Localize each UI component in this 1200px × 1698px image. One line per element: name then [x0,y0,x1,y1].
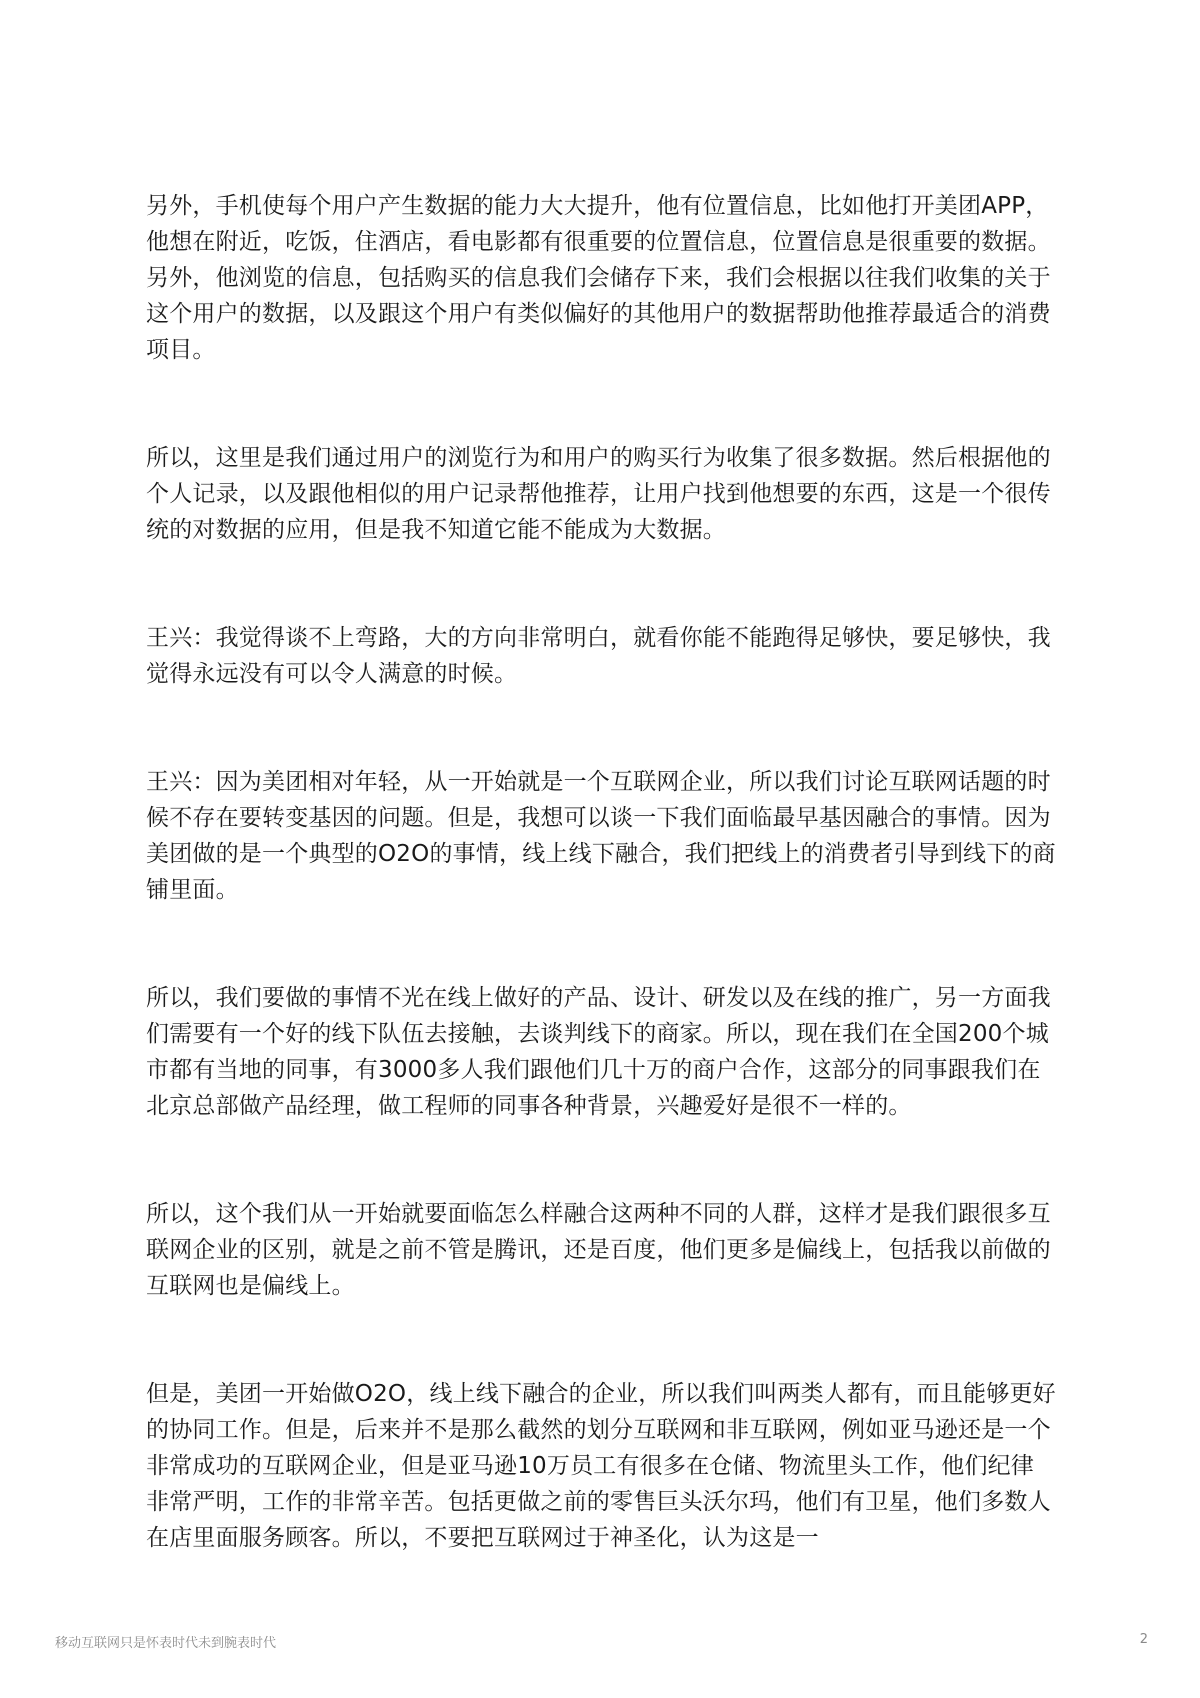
paragraph-1: 另外，手机使每个用户产生数据的能力大大提升，他有位置信息，比如他打开美团APP，他想在附近，吃饭，住酒店，看电影都有很重要的位置信息，位置信息是很重要的数据。另外，他浏览的信息，包括购买的信息我们会储存下来，我们会根据以往我们收集的关于这个用户的数据，以及跟这个用户有类似偏好的其他用户的数据帮助他推荐最适合的消费项目。 [146,193,1051,363]
paragraph-2: 所以，这里是我们通过用户的浏览行为和用户的购买行为收集了很多数据。然后根据他的个人记录，以及跟他相似的用户记录帮他推荐，让用户找到他想要的东西，这是一个很传统的对数据的应用，但是我不知道它能不能成为大数据。 [146,445,1051,543]
footer-document-title: 移动互联网只是怀表时代未到腕表时代 [55,1636,277,1651]
paragraph-5: 所以，我们要做的事情不光在线上做好的产品、设计、研发以及在线的推广，另一方面我们需要有一个好的线下队伍去接触，去谈判线下的商家。所以，现在我们在全国200个城市都有当地的同事，有3000多人我们跟他们几十万的商户合作，这部分的同事跟我们在北京总部做产品经理，做工程师的同事各种背景，兴趣爱好是很不一样的。 [146,985,1051,1119]
paragraph-7: 但是，美团一开始做O2O，线上线下融合的企业，所以我们叫两类人都有，而且能够更好的协同工作。但是，后来并不是那么截然的划分互联网和非互联网，例如亚马逊还是一个非常成功的互联网企业，但是亚马逊10万员工有很多在仓储、物流里头工作，他们纪律非常严明，工作的非常辛苦。包括更做之前的零售巨头沃尔玛，他们有卫星，他们多数人在店里面服务顾客。所以，不要把互联网过于神圣化，认为这是一 [146,1381,1056,1551]
paragraph-6: 所以，这个我们从一开始就要面临怎么样融合这两种不同的人群，这样才是我们跟很多互联网企业的区别，就是之前不管是腾讯，还是百度，他们更多是偏线上，包括我以前做的互联网也是偏线上。 [146,1201,1051,1299]
paragraph-4: 王兴：因为美团相对年轻，从一开始就是一个互联网企业，所以我们讨论互联网话题的时候不存在要转变基因的问题。但是，我想可以谈一下我们面临最早基因融合的事情。因为美团做的是一个典型的O2O的事情，线上线下融合，我们把线上的消费者引导到线下的商铺里面。 [146,769,1056,903]
footer-page-number: 2 [1139,1632,1148,1647]
paragraph-3: 王兴：我觉得谈不上弯路，大的方向非常明白，就看你能不能跑得足够快，要足够快，我觉得永远没有可以令人满意的时候。 [146,625,1051,687]
article-body [146,188,1056,1556]
page-footer [55,1632,1148,1652]
